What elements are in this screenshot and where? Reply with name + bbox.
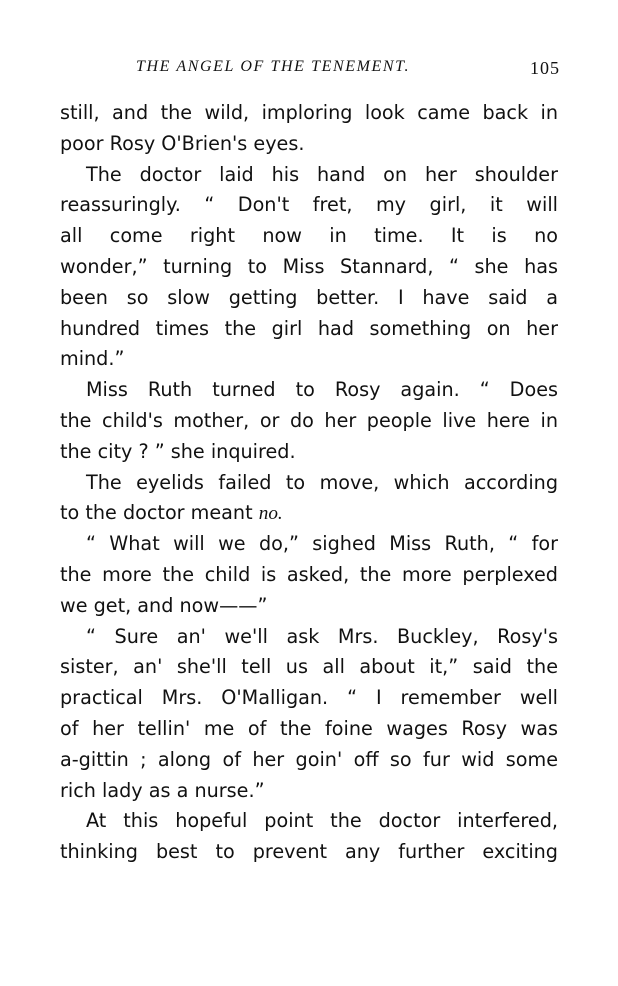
text-line: “ What will we do,” sighed Miss Ruth, “ for: [86, 532, 558, 556]
text-line: rich lady as a nurse.”: [60, 778, 265, 802]
running-title: THE ANGEL OF THE TENEMENT.: [136, 58, 411, 75]
text-line: of her tellin' me of the foine wages Rosy was: [60, 716, 558, 740]
text-line: the city ? ” she inquired.: [60, 439, 296, 463]
text-line: the more the child is asked, the more perplexed: [60, 562, 558, 586]
text-line: The doctor laid his hand on her shoulder: [86, 162, 558, 186]
text-line: we get, and now——”: [60, 593, 268, 617]
text-line: “ Sure an' we'll ask Mrs. Buckley, Rosy's: [86, 624, 558, 648]
text-line: [60, 498, 558, 529]
text-line: sister, an' she'll tell us all about it,” said the: [60, 655, 558, 679]
text-line: a-gittin ; along of her goin' off so fur wid some: [60, 747, 558, 771]
text-line: reassuringly. “ Don't fret, my girl, it will: [60, 193, 558, 217]
text-line: all come right now in time. It is no: [60, 224, 558, 248]
text-line: hundred times the girl had something on her: [60, 316, 558, 340]
text-line: mind.”: [60, 347, 125, 371]
text-line: wonder,” turning to Miss Stannard, “ she has: [60, 254, 558, 278]
text-line: the child's mother, or do her people live here in: [60, 408, 558, 432]
body-text: [60, 98, 558, 868]
text-line: Miss Ruth turned to Rosy again. “ Does: [86, 378, 558, 402]
text-line: been so slow getting better. I have said a: [60, 285, 558, 309]
text-line: At this hopeful point the doctor interfered,: [86, 809, 558, 833]
text-line-segment: to the doctor meant: [60, 501, 259, 525]
page-number: 105: [530, 58, 560, 78]
text-line: poor Rosy O'Brien's eyes.: [60, 131, 305, 155]
text-line: practical Mrs. O'Malligan. “ I remember well: [60, 686, 558, 710]
italic-word: no.: [258, 503, 283, 525]
text-line: The eyelids failed to move, which according: [86, 470, 558, 494]
text-line: thinking best to prevent any further exciting: [60, 840, 558, 864]
text-line: still, and the wild, imploring look came back in: [60, 101, 558, 124]
running-head: [60, 58, 560, 86]
